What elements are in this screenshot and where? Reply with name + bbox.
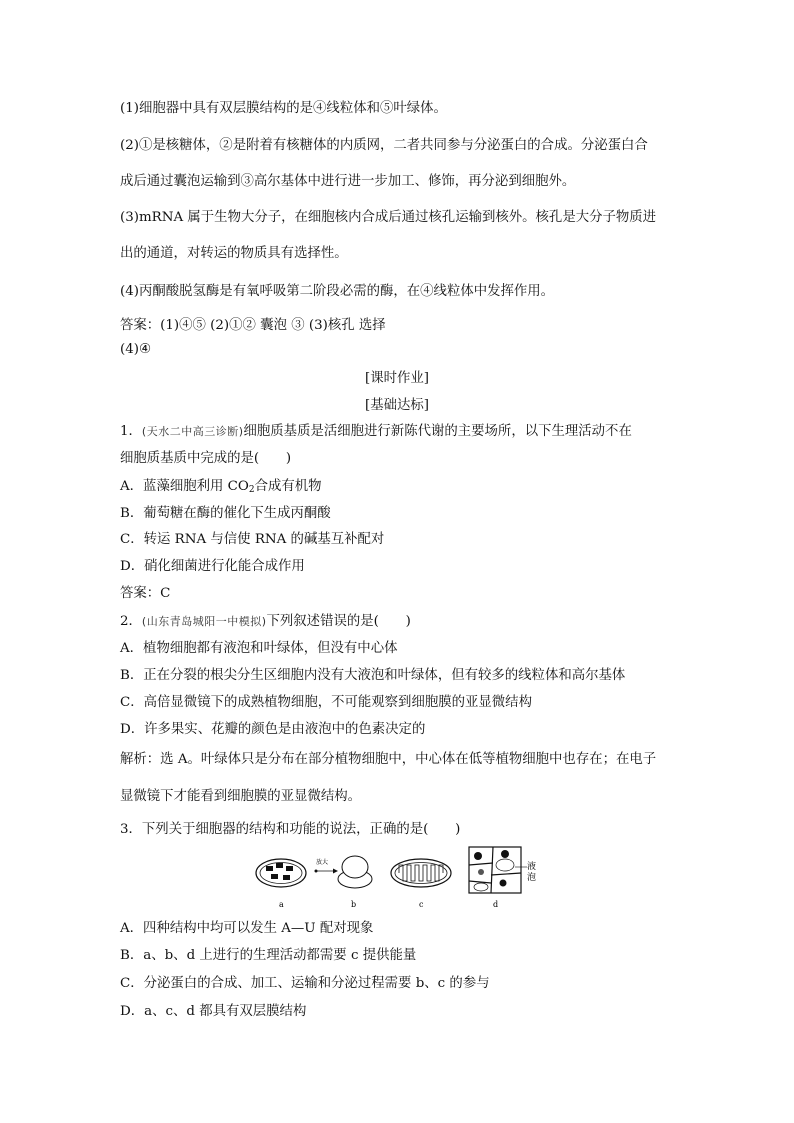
question-2-number: 2． — [120, 614, 142, 629]
question-2-option-d: D．许多果实、花瓣的颜色是由液泡中的色素决定的 — [120, 722, 426, 737]
question-2-option-a: A．植物细胞都有液泡和叶绿体，但没有中心体 — [120, 641, 398, 656]
label-vacuole-2: 泡 — [527, 873, 537, 883]
organelle-b — [315, 856, 373, 909]
question-3-stem: 3．下列关于细胞器的结构和功能的说法，正确的是( ) — [120, 822, 461, 837]
question-2-text: 下列叙述错误的是( ) — [266, 614, 411, 629]
question-1-option-a — [120, 478, 322, 499]
label-c: c — [419, 900, 424, 909]
organelle-d-plant-cells — [469, 847, 536, 909]
question-1-option-d: D．硝化细菌进行化能合成作用 — [120, 559, 305, 574]
explanation-part-2-line-1: (2)①是核糖体，②是附着有核糖体的内质网，二者共同参与分泌蛋白的合成。分泌蛋白合 — [120, 138, 648, 153]
question-1-text: 细胞质基质是活细胞进行新陈代谢的主要场所，以下生理活动不在 — [243, 424, 632, 439]
answer-line-1: 答案：(1)④⑤ (2)①② 囊泡 ③ (3)核孔 选择 — [120, 318, 386, 333]
co2-subscript: 2 — [248, 485, 255, 495]
explanation-part-3-line-1: (3)mRNA 属于生物大分子，在细胞核内合成后通过核孔运输到核外。核孔是大分子物质进 — [120, 210, 657, 225]
label-d: d — [493, 900, 499, 909]
organelle-c-mitochondrion — [391, 859, 451, 909]
question-1-option-c: C．转运 RNA 与信使 RNA 的碱基互补配对 — [120, 532, 385, 547]
question-3-option-d: D．a、c、d 都具有双层膜结构 — [120, 1004, 307, 1019]
question-3-option-a: A．四种结构中均可以发生 A—U 配对现象 — [120, 921, 374, 936]
question-2-explanation-line-1: 解析：选 A。叶绿体只是分布在部分植物细胞中，中心体在低等植物细胞中也存在；在电子 — [120, 752, 657, 767]
label-b: b — [351, 900, 357, 909]
section-heading-basic: [基础达标] — [364, 398, 429, 413]
explanation-part-1: (1)细胞器中具有双层膜结构的是④线粒体和⑤叶绿体。 — [120, 101, 447, 116]
question-2-source: (山东青岛城阳一中模拟) — [141, 615, 267, 628]
question-1-number: 1． — [120, 424, 142, 439]
organelle-figure — [253, 845, 553, 915]
explanation-part-3-line-2: 出的通道，对转运的物质具有选择性。 — [120, 246, 348, 261]
question-2-explanation-line-2: 显微镜下才能看到细胞膜的亚显微结构。 — [120, 789, 362, 804]
label-enlarge: 放大 — [316, 859, 329, 866]
question-1-answer: 答案：C — [120, 586, 171, 601]
label-vacuole-1: 液 — [527, 862, 537, 872]
question-1-source: (天水二中高三诊断) — [141, 425, 244, 438]
question-1-option-b: B．葡萄糖在酶的催化下生成丙酮酸 — [120, 506, 331, 521]
question-1-stem-line-2: 细胞质基质中完成的是( ) — [120, 451, 292, 466]
answer-line-2: (4)④ — [120, 342, 151, 357]
option-a-text-end: 合成有机物 — [254, 479, 322, 494]
section-heading-homework: [课时作业] — [364, 371, 429, 386]
question-3-option-b: B．a、b、d 上进行的生理活动都需要 c 提供能量 — [120, 948, 417, 963]
question-2-option-c: C．高倍显微镜下的成熟植物细胞，不可能观察到细胞膜的亚显微结构 — [120, 695, 532, 710]
question-2-stem — [120, 613, 411, 631]
question-3-option-c: C．分泌蛋白的合成、加工、运输和分泌过程需要 b、c 的参与 — [120, 976, 490, 991]
option-a-text: A．蓝藻细胞利用 CO — [120, 479, 249, 494]
question-2-option-b: B．正在分裂的根尖分生区细胞内没有大液泡和叶绿体，但有较多的线粒体和高尔基体 — [120, 668, 626, 683]
label-a: a — [279, 900, 284, 909]
question-1-stem — [120, 423, 632, 441]
organelle-a-chloroplast — [256, 859, 306, 909]
explanation-part-4: (4)丙酮酸脱氢酶是有氧呼吸第二阶段必需的酶，在④线粒体中发挥作用。 — [120, 284, 555, 299]
explanation-part-2-line-2: 成后通过囊泡运输到③高尔基体中进行进一步加工、修饰，再分泌到细胞外。 — [120, 174, 576, 189]
